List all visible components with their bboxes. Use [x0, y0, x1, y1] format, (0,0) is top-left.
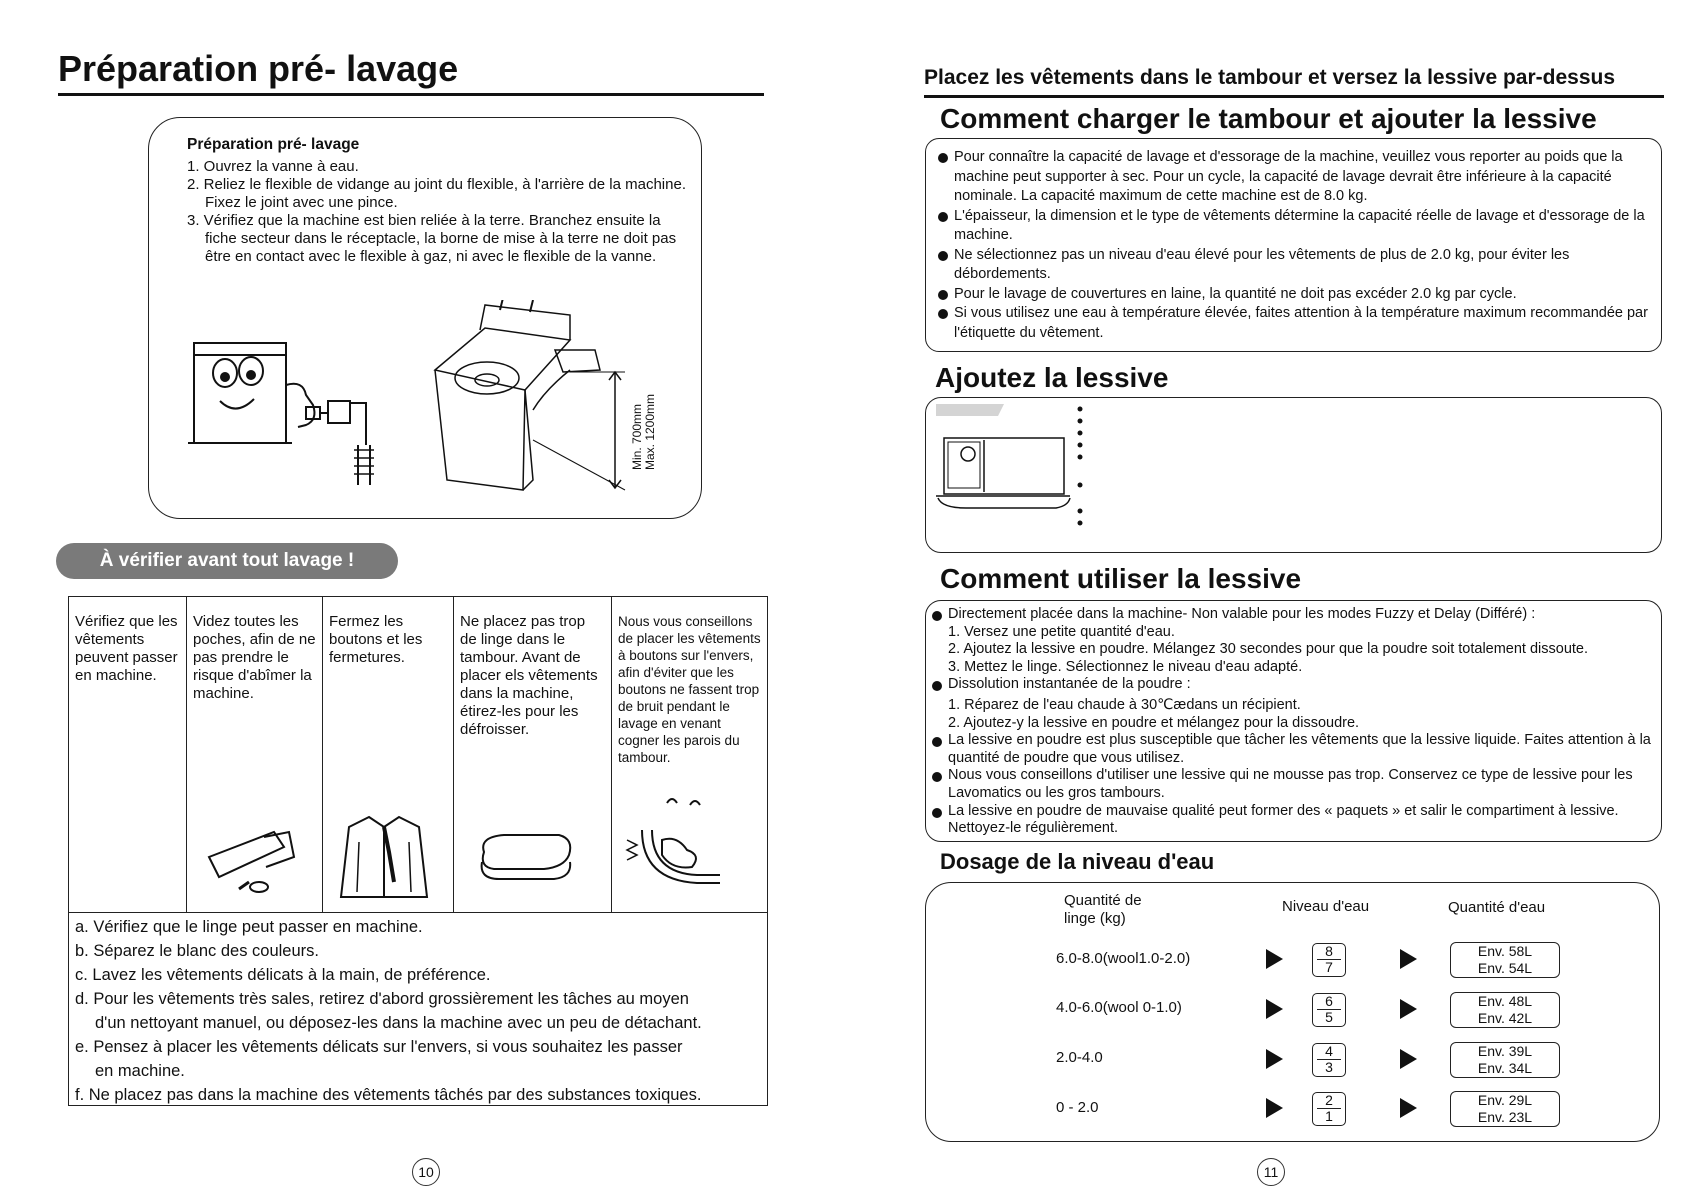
- use-list: [930, 606, 1658, 838]
- use-line: Directement placée dans la machine- Non valable pour les modes Fuzzy et Delay (Différé) :: [930, 606, 1658, 624]
- water-level-high: 6: [1325, 993, 1333, 1009]
- check-col-2: Videz toutes les poches, afin de ne pas prendre le risque d'abîmer la machine.: [187, 597, 323, 912]
- use-line: 2. Ajoutez la lessive en poudre. Mélangez 30 secondes pour que la poudre soit totalement dissoute.: [948, 641, 1589, 658]
- load-item: L'épaisseur, la dimension et le type de vêtements détermine la capacité réelle de lavage et d'essorage de la machine.: [936, 207, 1658, 246]
- water-amount-low: Env. 42L: [1477, 1010, 1533, 1026]
- dosage-header-water: Quantité d'eau: [1448, 899, 1546, 916]
- load-item: Si vous utilisez une eau à température élevée, faites attention à la température maximum recommandée par l'étiquette du vêtement.: [936, 304, 1658, 343]
- use-line: 1. Réparez de l'eau chaude à 30℃ædans un récipient.: [948, 696, 1301, 713]
- water-level-low: 5: [1325, 1009, 1333, 1025]
- water-level-badge: [1312, 1043, 1346, 1077]
- water-level-badge: [1312, 993, 1346, 1027]
- drain-height-max: Max. 1200mm: [643, 393, 657, 470]
- load-item: Ne sélectionnez pas un niveau d'eau élevé pour les vêtements de plus de 2.0 kg, pour éviter les débordements.: [936, 246, 1658, 285]
- load-item: Pour connaître la capacité de lavage et d'essorage de la machine, veuillez vous reporter au poids que la machine peut supporter à sec. Pour un cycle, la capacité de lavage devrait être inférieure à la capacité nominale. La capacité maximum de cette machine est de 8.0 kg.: [936, 148, 1658, 207]
- water-level-low: 3: [1325, 1059, 1333, 1075]
- water-level-high: 8: [1325, 943, 1333, 959]
- drain-height-min: Min. 700mm: [630, 403, 644, 470]
- drain-height-label: [631, 394, 657, 470]
- use-line: 2. Ajoutez-y la lessive en poudre et mélangez pour la dissoudre.: [948, 714, 1360, 731]
- check-note: d'un nettoyant manuel, ou déposez-les dans la machine avec un peu de détachant.: [95, 1014, 702, 1032]
- washer-cartoon-illustration: [188, 325, 388, 490]
- arrow-icon: [1266, 999, 1283, 1019]
- check-note: b. Séparez le blanc des couleurs.: [75, 942, 319, 960]
- water-amount-high: Env. 58L: [1477, 943, 1533, 959]
- use-line: 1. Versez une petite quantité d'eau.: [948, 623, 1175, 640]
- water-amount-low: Env. 34L: [1477, 1060, 1533, 1076]
- detergent-drawer-illustration: [936, 402, 1071, 512]
- dosage-header-load: Quantité de linge (kg): [1064, 892, 1142, 927]
- water-level-badge: [1312, 1092, 1346, 1126]
- use-line: La lessive en poudre est plus susceptible que tâcher les vêtements que la lessive liquide. Faites attention à la quantité de poudre que vous utilisez.: [930, 732, 1658, 767]
- page-number-left: 10: [412, 1158, 440, 1186]
- dosage-title: Dosage de la niveau d'eau: [940, 849, 1215, 874]
- prep-step-3: 3. Vérifiez que la machine est bien reliée à la terre. Branchez ensuite la fiche secteur dans le réceptacle, la borne de mise à la terre ne doit pas être en contact avec le flexible à gaz, ni avec le flexible de la vanne.: [187, 212, 677, 265]
- water-amount-box: [1450, 1091, 1560, 1127]
- water-amount-high: Env. 48L: [1477, 993, 1533, 1009]
- check-notes-divider: [69, 912, 767, 913]
- arrow-icon: [1400, 999, 1417, 1019]
- page-number-right: 11: [1257, 1158, 1285, 1186]
- arrow-icon: [1400, 1098, 1417, 1118]
- check-note: en machine.: [95, 1062, 185, 1080]
- water-amount-high: Env. 29L: [1477, 1092, 1533, 1108]
- noisy-drum-icon: [622, 795, 722, 895]
- load-item: Pour le lavage de couvertures en laine, la quantité ne doit pas excéder 2.0 kg par cycle.: [936, 285, 1658, 305]
- add-dots: [1076, 405, 1084, 530]
- water-amount-high: Env. 39L: [1477, 1043, 1533, 1059]
- dosage-load: 2.0-4.0: [1056, 1049, 1103, 1066]
- check-col-1: Vérifiez que les vêtements peuvent passer en machine.: [69, 597, 187, 912]
- use-line: Nous vous conseillons d'utiliser une lessive qui ne mousse pas trop. Conservez ce type de lessive pour les Lavomatics ou les gros tambours.: [930, 767, 1658, 802]
- check-note: e. Pensez à placer les vêtements délicats sur l'envers, si vous souhaitez les passer: [75, 1038, 683, 1056]
- water-amount-box: [1450, 942, 1560, 978]
- check-col-4: Ne placez pas trop de linge dans le tambour. Avant de placer els vêtements dans la machine, étirez-les pour les défroisser.: [454, 597, 612, 912]
- water-level-badge: [1312, 943, 1346, 977]
- water-amount-low: Env. 54L: [1477, 960, 1533, 976]
- check-table: [68, 596, 768, 1106]
- dosage-load: 4.0-6.0(wool 0-1.0): [1056, 999, 1182, 1016]
- use-line: Dissolution instantanée de la poudre :: [930, 676, 1658, 694]
- check-notes: [75, 915, 765, 1107]
- check-note: c. Lavez les vêtements délicats à la main, de préférence.: [75, 966, 491, 984]
- arrow-icon: [1400, 949, 1417, 969]
- page-title-left: Préparation pré- lavage: [58, 48, 459, 89]
- check-pill: À vérifier avant tout lavage !: [56, 543, 398, 579]
- check-col-3: Fermez les boutons et les fermetures.: [323, 597, 454, 912]
- water-level-low: 1: [1325, 1108, 1333, 1124]
- pocket-icon: [204, 827, 304, 897]
- washer-drain-height-illustration: [425, 300, 650, 495]
- title-rule-left: [58, 93, 764, 96]
- use-line: 3. Mettez le linge. Sélectionnez le niveau d'eau adapté.: [948, 658, 1303, 675]
- water-amount-low: Env. 23L: [1477, 1109, 1533, 1125]
- water-amount-box: [1450, 992, 1560, 1028]
- shirt-icon: [339, 812, 429, 902]
- dosage-header-level: Niveau d'eau: [1282, 898, 1370, 915]
- folded-clothes-icon: [474, 827, 584, 887]
- arrow-icon: [1266, 949, 1283, 969]
- water-level-high: 4: [1325, 1043, 1333, 1059]
- use-title: Comment utiliser la lessive: [940, 563, 1302, 594]
- prep-step-2: 2. Reliez le flexible de vidange au joint du flexible, à l'arrière de la machine. Fixez le joint avec une pince.: [187, 176, 686, 211]
- arrow-icon: [1266, 1098, 1283, 1118]
- add-title: Ajoutez la lessive: [935, 362, 1169, 393]
- check-note: a. Vérifiez que le linge peut passer en machine.: [75, 918, 423, 936]
- load-title: Comment charger le tambour et ajouter la lessive: [940, 103, 1597, 134]
- water-level-low: 7: [1325, 959, 1333, 975]
- check-note: f. Ne placez pas dans la machine des vêtements tâchés par des substances toxiques.: [75, 1086, 702, 1104]
- arrow-icon: [1266, 1049, 1283, 1069]
- page-title-right: Placez les vêtements dans le tambour et versez la lessive par-dessus: [924, 66, 1616, 89]
- dosage-load: 0 - 2.0: [1056, 1099, 1099, 1116]
- dosage-load: 6.0-8.0(wool1.0-2.0): [1056, 950, 1191, 967]
- use-line: La lessive en poudre de mauvaise qualité peut former des « paquets » et salir le compartiment à lessive. Nettoyez-le régulièrement.: [930, 803, 1658, 838]
- prep-step-1: 1. Ouvrez la vanne à eau.: [187, 158, 359, 175]
- arrow-icon: [1400, 1049, 1417, 1069]
- water-amount-box: [1450, 1042, 1560, 1078]
- water-level-high: 2: [1325, 1092, 1333, 1108]
- check-col-5: Nous vous conseillons de placer les vêtements à boutons sur l'envers, afin d'éviter que les boutons ne fassent trop de bruit pendant le lavage en venant cogner les parois du tambour.: [618, 614, 761, 765]
- check-note: d. Pour les vêtements très sales, retirez d'abord grossièrement les tâches au moyen: [75, 990, 689, 1008]
- title-rule-right: [924, 95, 1664, 98]
- load-list: [936, 148, 1658, 343]
- prep-box-heading: Préparation pré- lavage: [187, 136, 360, 153]
